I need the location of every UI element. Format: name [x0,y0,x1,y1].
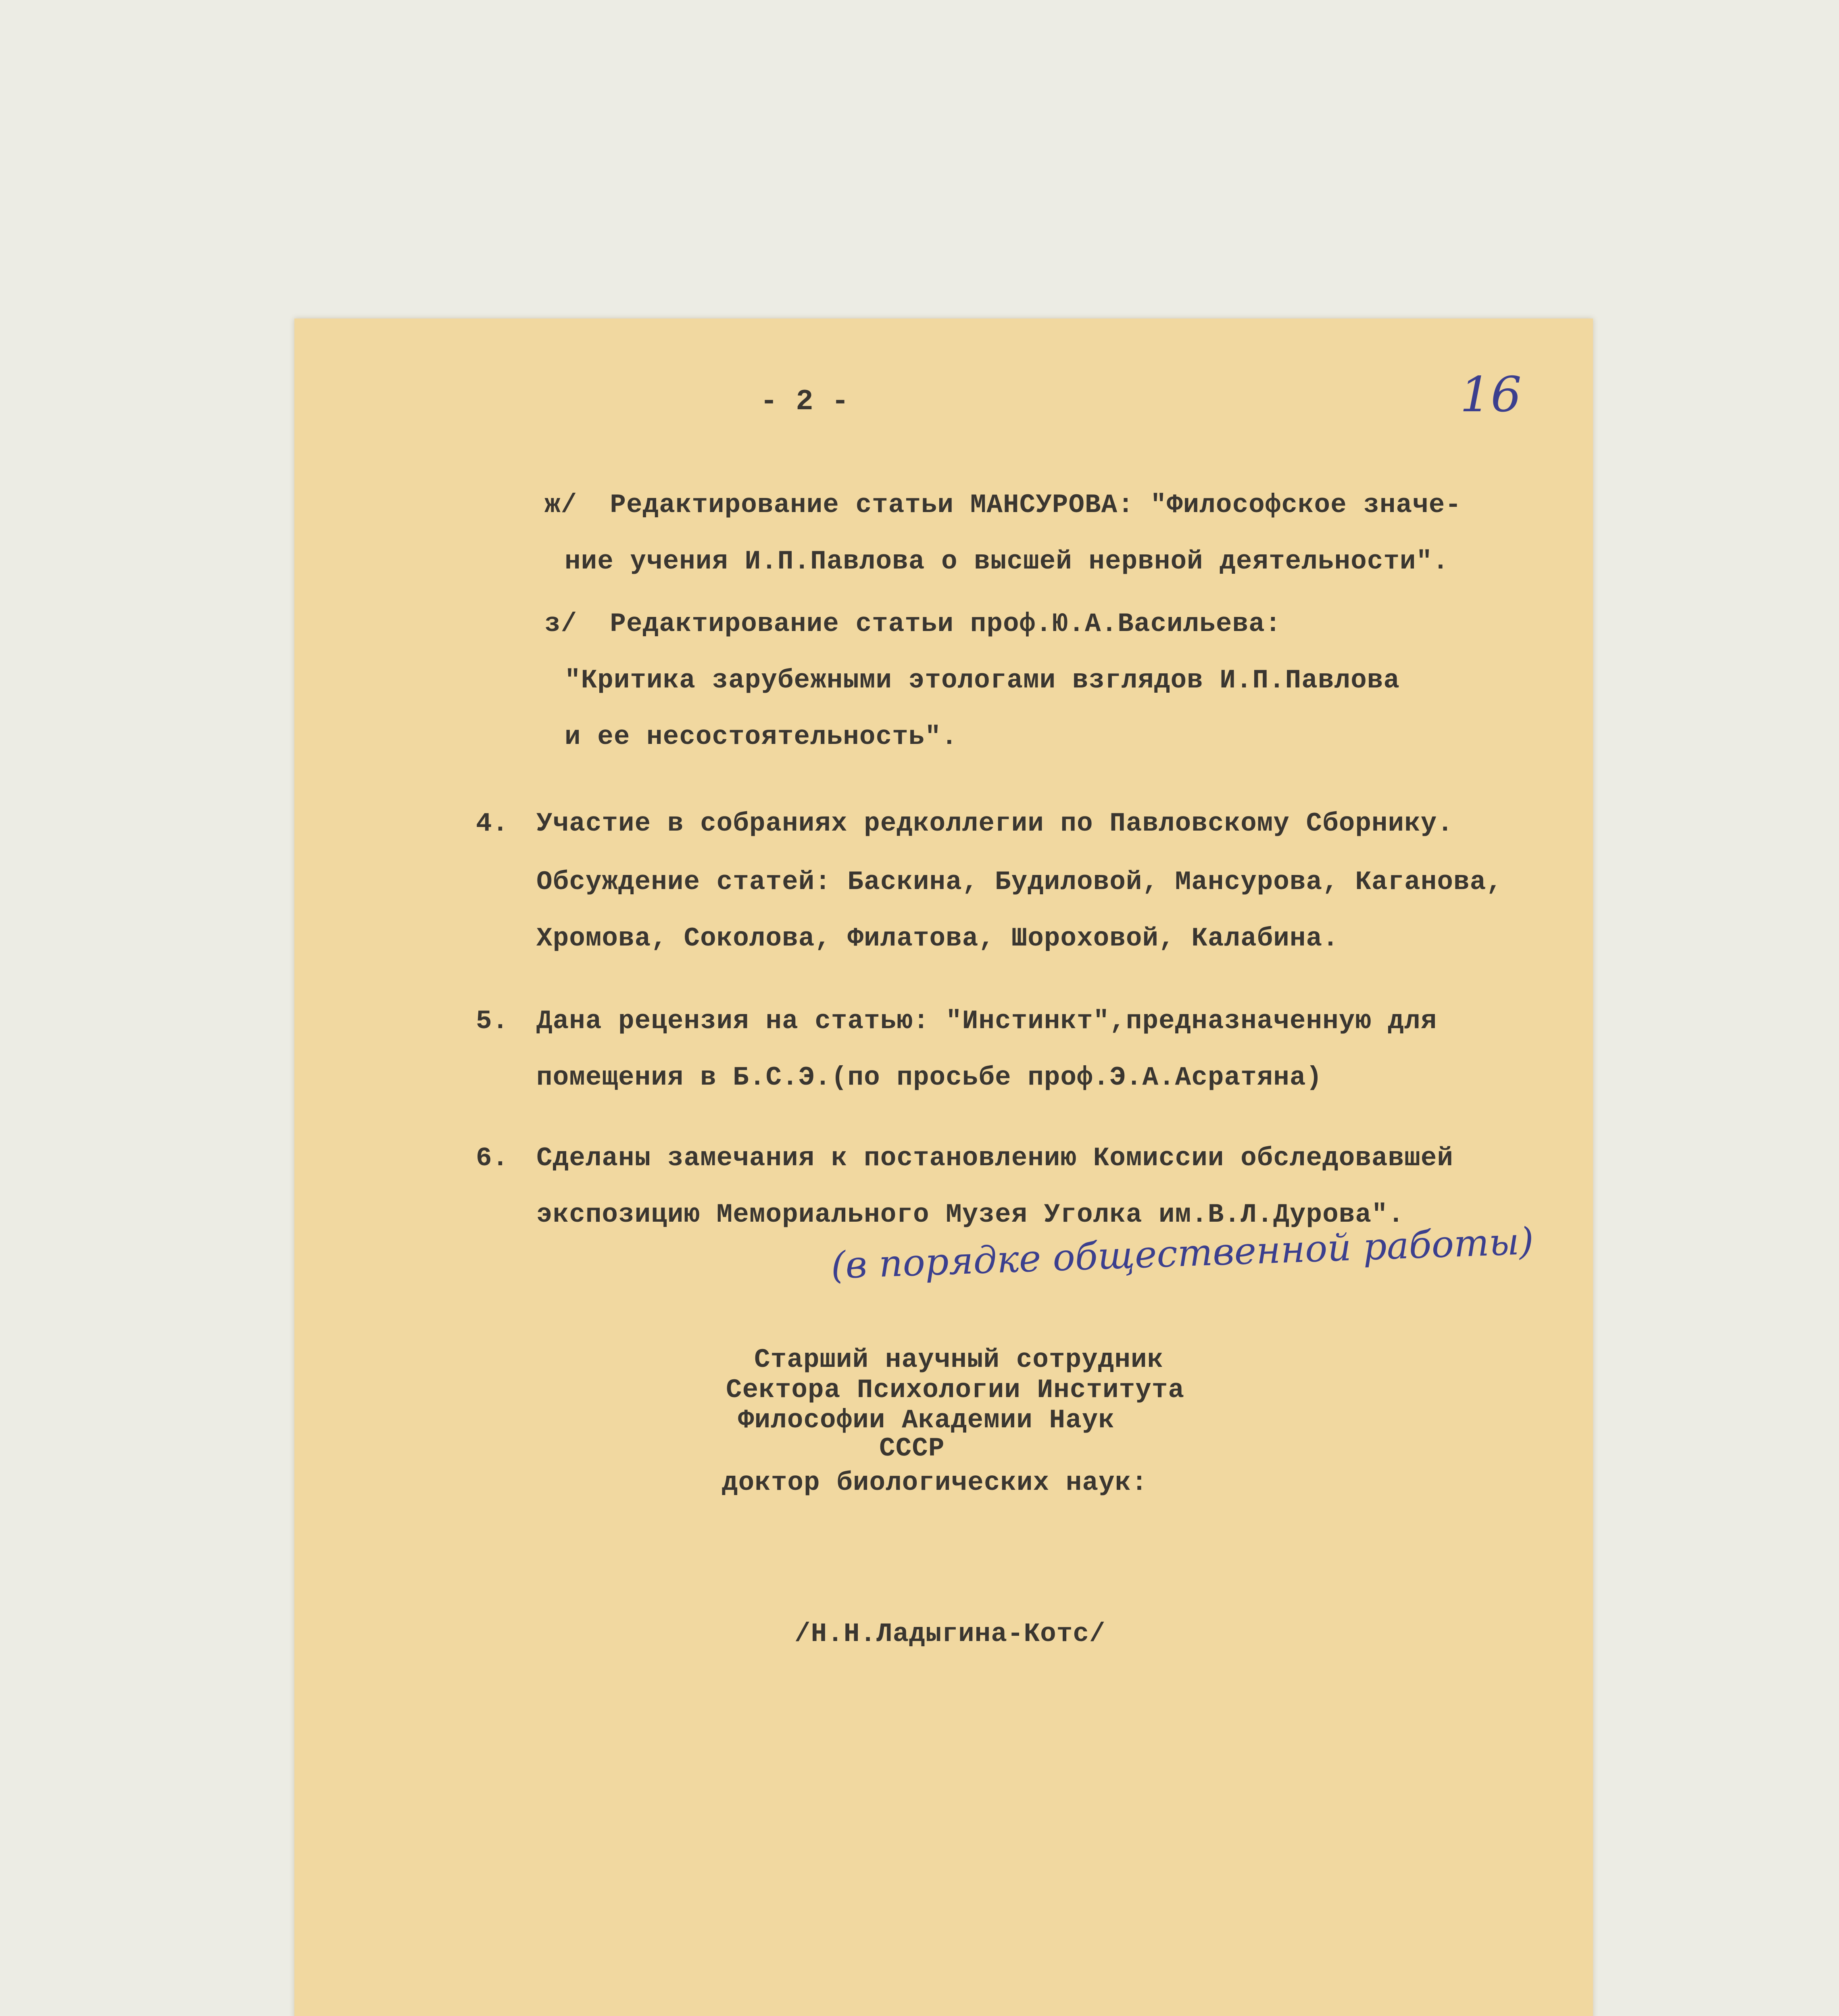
item-4-number: 4. [476,808,509,839]
page-number: - 2 - [760,385,850,418]
item-6-line2: экспозицию Мемориального Музея Уголка им.В.Л.Дурова". [536,1200,1405,1230]
signature-title-line3: Философии Академии Наук [738,1405,1115,1435]
folio-number: 16 [1460,367,1522,423]
item-5-number: 5. [476,1006,509,1036]
item-4-line2: Обсуждение статей: Баскина, Будиловой, Мансурова, Каганова, [536,867,1503,897]
signature-title-line5: доктор биологических наук: [722,1468,1148,1498]
item-z-line2: "Критика зарубежными этологами взглядов И.П.Павлова [565,665,1400,696]
signature-title-line1: Старший научный сотрудник [754,1345,1164,1375]
item-5-line1: Дана рецензия на статью: "Инстинкт",предназначенную для [536,1006,1437,1036]
signature-title-line4: СССР [879,1433,945,1464]
item-6-number: 6. [476,1143,509,1173]
handwritten-note: (в порядке общественной работы) [830,1219,1535,1287]
item-4-line1: Участие в собраниях редколлегии по Павловскому Сборнику. [536,808,1453,839]
item-zh-line1: ж/ Редактирование статьи МАНСУРОВА: "Философское значе- [544,490,1462,520]
item-4-line3: Хромова, Соколова, Филатова, Шороховой, Калабина. [536,923,1339,954]
item-6-line1: Сделаны замечания к постановлению Комиссии обследовавшей [536,1143,1453,1173]
signatory-name: /Н.Н.Ладыгина-Котс/ [794,1619,1106,1649]
item-5-line2: помещения в Б.С.Э.(по просьбе проф.Э.А.Асратяна) [536,1062,1323,1093]
signature-title-line2: Сектора Психологии Института [726,1375,1184,1405]
item-zh-line2: ние учения И.П.Павлова о высшей нервной деятельности". [565,546,1449,577]
item-z-line1: з/ Редактирование статьи проф.Ю.А.Васильева: [544,609,1282,639]
document-page [294,319,1593,2016]
item-z-line3: и ее несостоятельность". [565,722,958,752]
